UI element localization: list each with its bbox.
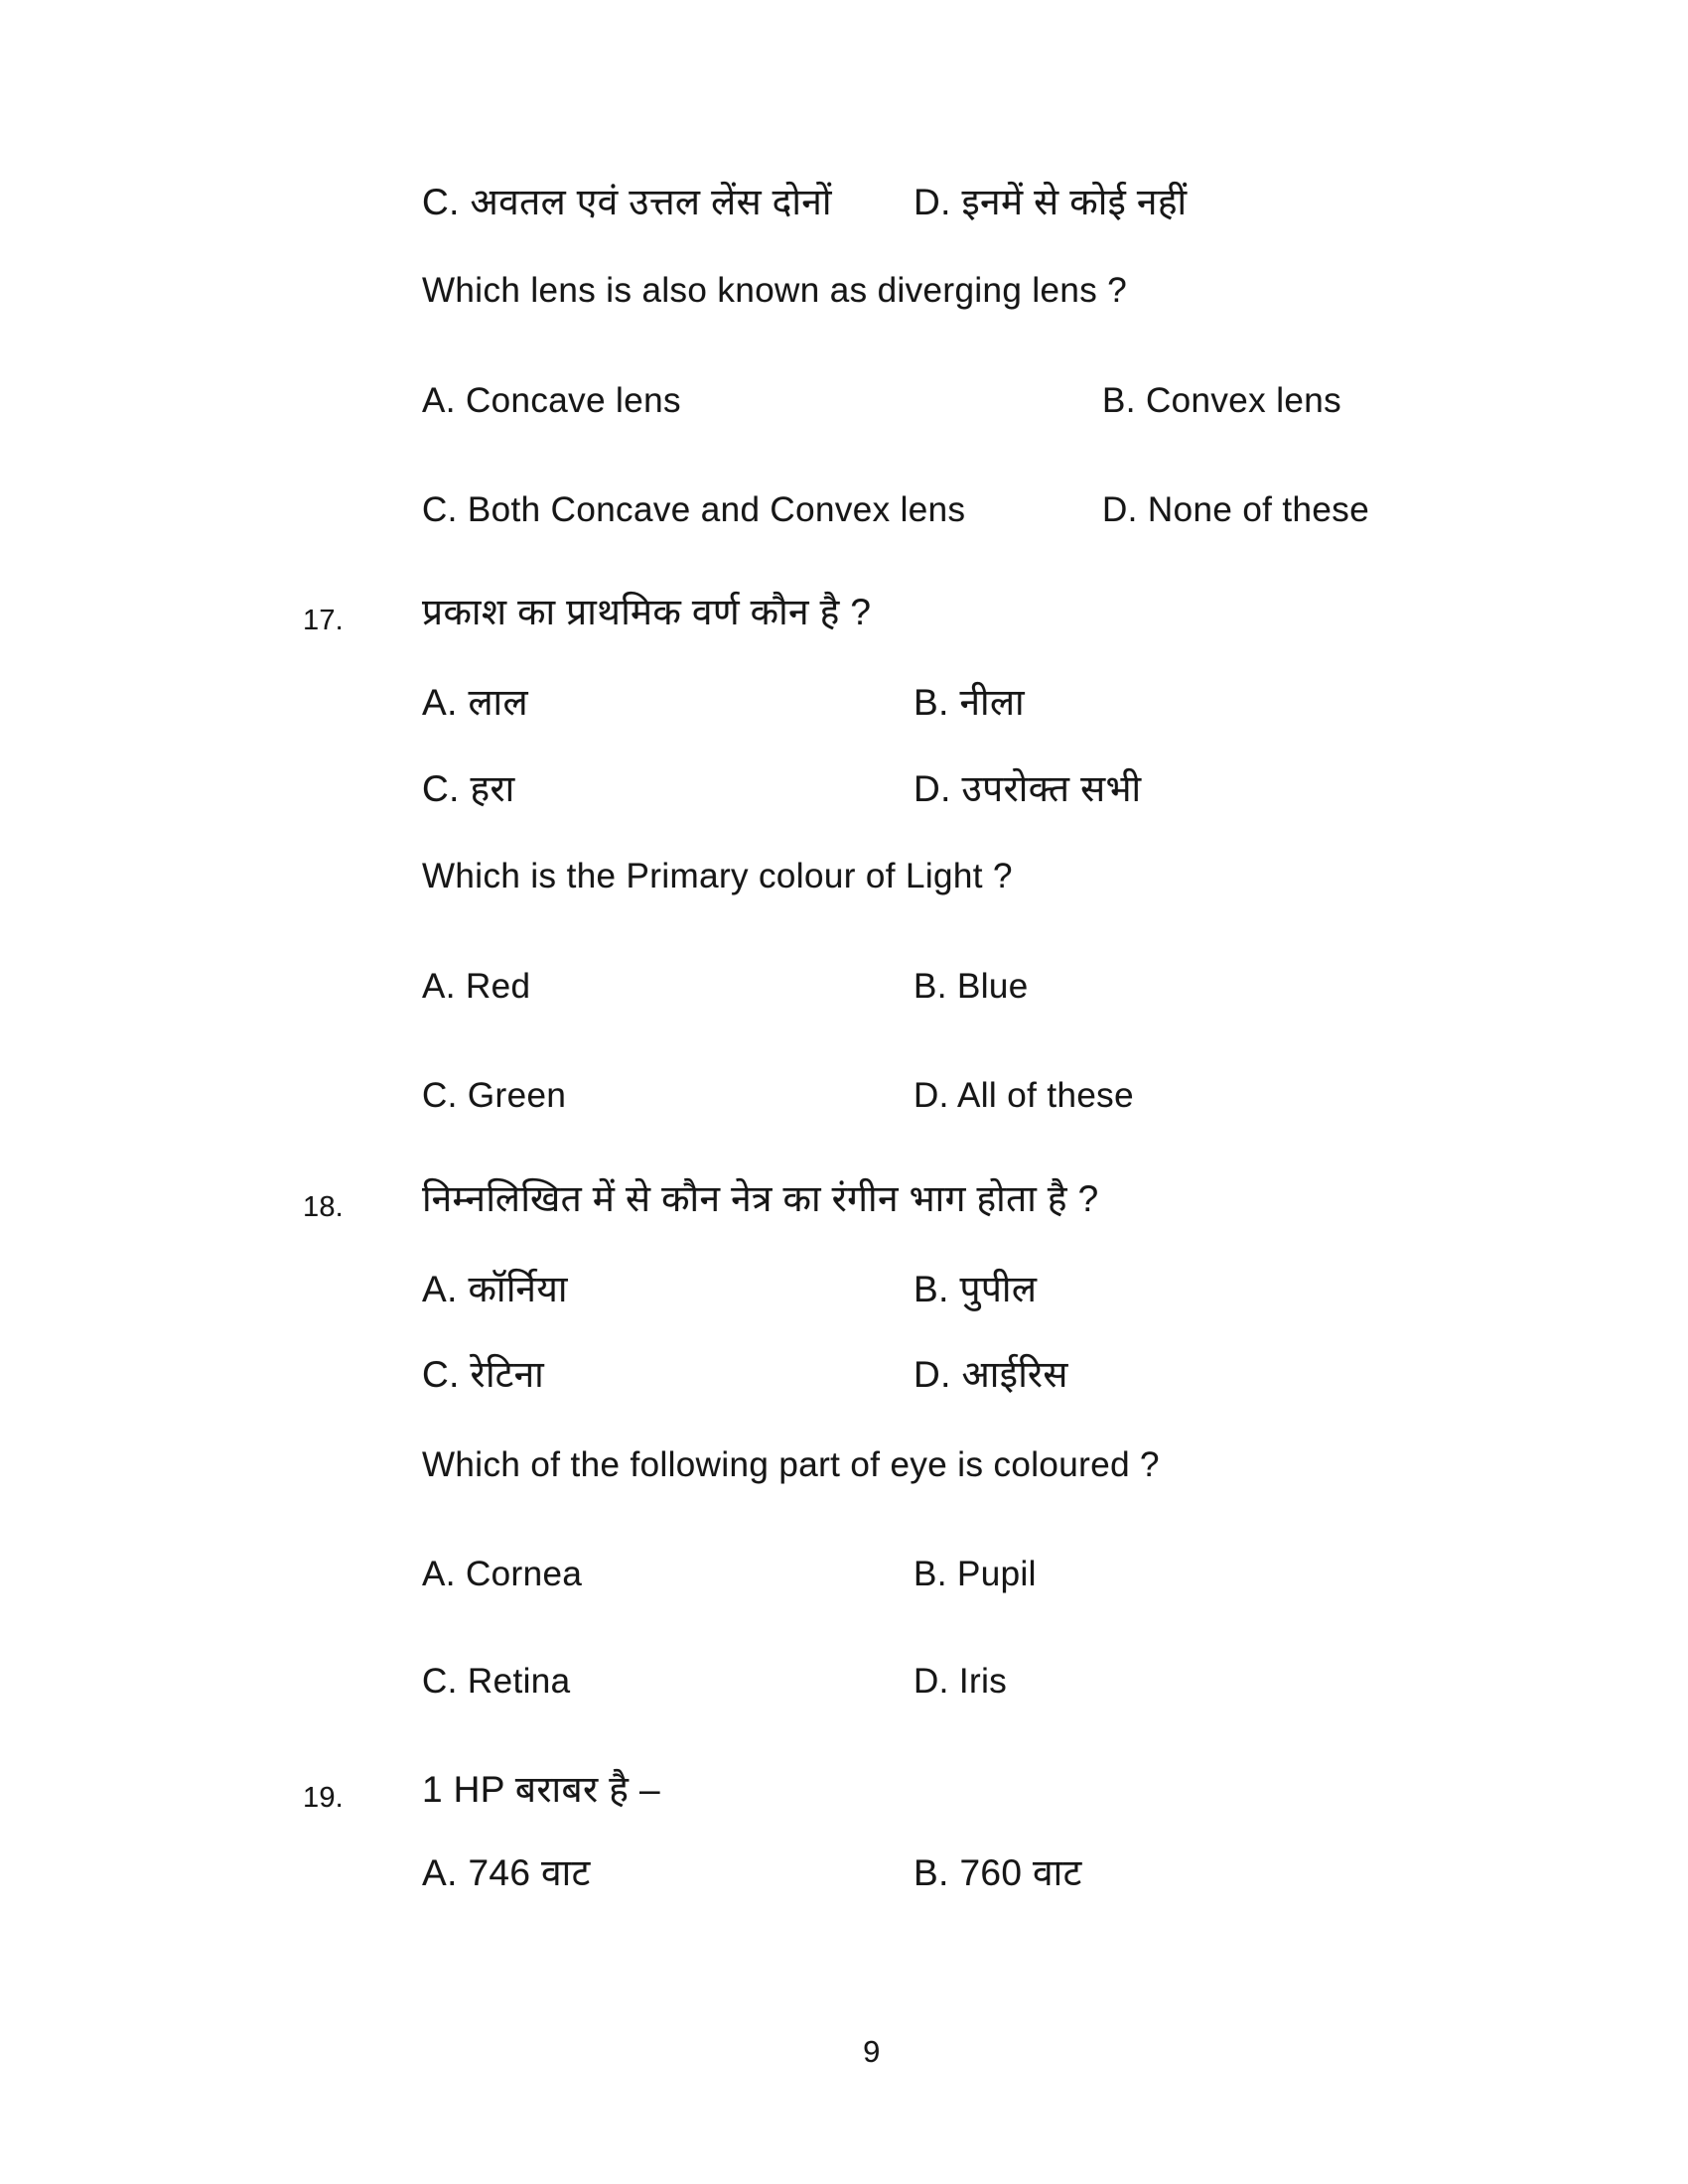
q16-english-option-d: D. None of these (1102, 490, 1370, 529)
q17-hindi-option-c: C. हरा (422, 768, 515, 809)
q19-hindi-option-b: B. 760 वाट (914, 1852, 1082, 1893)
q17-english-option-c: C. Green (422, 1076, 567, 1115)
q17-hindi-question: प्रकाश का प्राथमिक वर्ण कौन है ? (422, 592, 872, 632)
q18-hindi-option-d: D. आईरिस (914, 1354, 1068, 1395)
q17-number: 17. (303, 605, 344, 636)
q16-english-option-b: B. Convex lens (1102, 381, 1341, 420)
q19-hindi-option-a: A. 746 वाट (422, 1852, 591, 1893)
q17-english-question: Which is the Primary colour of Light ? (422, 857, 1013, 895)
q17-hindi-option-b: B. नीला (914, 682, 1026, 723)
q16-hindi-option-c: C. अवतल एवं उत्तल लेंस दोनों (422, 182, 832, 222)
q16-english-option-c: C. Both Concave and Convex lens (422, 490, 966, 529)
q18-number: 18. (303, 1191, 344, 1223)
q18-english-option-a: A. Cornea (422, 1555, 583, 1593)
q17-hindi-option-d: D. उपरोक्त सभी (914, 768, 1142, 809)
q17-english-option-a: A. Red (422, 967, 531, 1006)
q18-english-option-c: C. Retina (422, 1662, 571, 1701)
q16-hindi-option-d: D. इनमें से कोई नहीं (914, 182, 1188, 222)
q18-english-option-b: B. Pupil (914, 1555, 1037, 1593)
q17-hindi-option-a: A. लाल (422, 682, 528, 723)
q18-hindi-question: निम्नलिखित में से कौन नेत्र का रंगीन भाग होता है ? (422, 1178, 1099, 1219)
q16-english-option-a: A. Concave lens (422, 381, 681, 420)
q16-english-question: Which lens is also known as diverging lens ? (422, 271, 1128, 310)
q18-hindi-option-a: A. कॉर्निया (422, 1269, 568, 1309)
q17-english-option-b: B. Blue (914, 967, 1029, 1006)
page-number: 9 (863, 2034, 881, 2069)
q18-english-question: Which of the following part of eye is coloured ? (422, 1445, 1160, 1484)
q18-hindi-option-b: B. पुपील (914, 1269, 1038, 1309)
q18-hindi-option-c: C. रेटिना (422, 1354, 545, 1395)
q19-number: 19. (303, 1782, 344, 1814)
q17-english-option-d: D. All of these (914, 1076, 1134, 1115)
q18-english-option-d: D. Iris (914, 1662, 1008, 1701)
q19-hindi-question: 1 HP बराबर है – (422, 1769, 660, 1810)
